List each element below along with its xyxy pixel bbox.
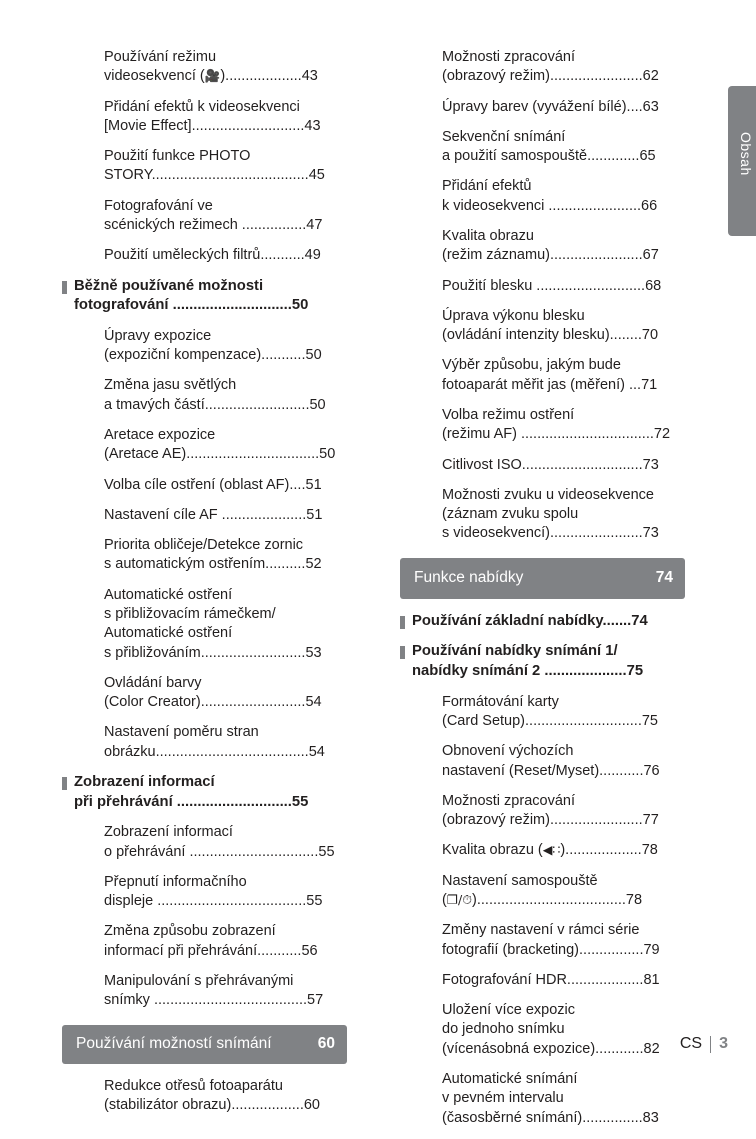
toc-entry-page: 77: [642, 812, 659, 829]
toc-entry-page: 76: [643, 762, 660, 779]
toc-entry-page: 51: [305, 476, 322, 493]
toc-entry[interactable]: [62, 823, 347, 862]
toc-entry-page: 43: [301, 68, 318, 85]
toc-entry-page: 52: [305, 556, 322, 573]
section-title: Používání možností snímání: [76, 1034, 272, 1052]
toc-entry-page: 83: [642, 1109, 659, 1126]
toc-entry-text: Změny nastavení v rámci série fotografií (bracketing)................79: [442, 922, 660, 958]
toc-entry-text: Citlivost ISO..............................73: [442, 456, 659, 473]
toc-entry[interactable]: [400, 1070, 685, 1128]
toc-entry-page: 55: [318, 843, 335, 860]
toc-entry[interactable]: [62, 327, 347, 366]
toc-entry-page: 65: [639, 148, 656, 165]
toc-leader-dots: ..........................: [200, 694, 306, 711]
toc-entry-text: Používání režimu videosekvencí (🎥)...................43: [104, 49, 318, 85]
toc-entry[interactable]: [400, 642, 685, 681]
toc-entry-page: 54: [308, 743, 325, 760]
toc-entry[interactable]: [400, 456, 685, 475]
toc-entry[interactable]: [400, 356, 685, 395]
toc-leader-dots: .......................: [550, 525, 643, 542]
bullet-icon: [62, 281, 67, 294]
toc-entry-page: 54: [305, 694, 322, 711]
toc-entry[interactable]: [62, 98, 347, 137]
toc-entry-text: Přepnutí informačního displeje .....................................55: [104, 873, 323, 910]
drive-selftimer-icon: ❐/⏱: [446, 892, 473, 908]
toc-leader-dots: .....................: [217, 506, 307, 523]
section-header-shooting-options[interactable]: [62, 1025, 347, 1064]
toc-entry-list-right: [400, 48, 685, 544]
toc-entry-page: 78: [625, 892, 643, 909]
toc-entry-text: Změna způsobu zobrazení informací při přehrávání...........56: [104, 923, 318, 959]
footer-divider: [710, 1036, 711, 1053]
toc-leader-dots: ............................: [191, 117, 305, 134]
toc-entry-list-right-after: [400, 612, 685, 1128]
toc-entry[interactable]: [400, 128, 685, 167]
toc-leader-dots: ............: [595, 1040, 644, 1057]
toc-entry[interactable]: [400, 693, 685, 732]
toc-entry-text: Automatické ostření s přibližovacím rámečkem/ Automatické ostření s přibližováním..........................53: [104, 586, 322, 661]
toc-entry-page: 45: [308, 167, 325, 184]
toc-entry-page: 81: [643, 971, 660, 988]
section-header-menu-functions[interactable]: [400, 558, 685, 599]
toc-entry-text: Úpravy barev (vyvážení bílé)....63: [442, 98, 659, 115]
toc-entry[interactable]: [62, 922, 347, 961]
toc-entry-text: Redukce otřesů fotoaparátu (stabilizátor obrazu)..................60: [104, 1077, 320, 1113]
toc-entry-page: 72: [653, 426, 671, 443]
toc-leader-dots: .................................: [186, 446, 320, 463]
toc-entry[interactable]: [400, 921, 685, 960]
toc-leader-dots: ...........: [257, 942, 302, 959]
toc-entry-page: 50: [291, 297, 309, 314]
toc-leader-dots: .................................: [516, 426, 654, 443]
toc-entry[interactable]: [62, 426, 347, 465]
toc-entry-text: Zobrazení informací při přehrávání ............................55: [74, 773, 309, 810]
image-quality-icon: ◀∷: [542, 842, 561, 858]
toc-entry-page: 55: [306, 893, 323, 910]
toc-leader-dots: ....: [289, 476, 306, 493]
toc-leader-dots: .............: [587, 148, 640, 165]
toc-entry[interactable]: [400, 1001, 685, 1059]
toc-leader-dots: ....: [626, 98, 643, 115]
toc-leader-dots: ............................: [172, 793, 292, 810]
toc-entry-page: 62: [642, 68, 659, 85]
toc-entry-text: Volba režimu ostření (režimu AF) .................................72: [442, 406, 671, 443]
toc-entry-page: 75: [641, 713, 658, 730]
toc-entry-text: Uložení více expozic do jednoho snímku (vícenásobná expozice)............82: [442, 1002, 660, 1057]
toc-entry-text: Aretace expozice (Aretace AE).................................50: [104, 427, 336, 463]
toc-entry[interactable]: [400, 98, 685, 117]
toc-leader-dots: ...................: [566, 971, 644, 988]
toc-entry-text: Úpravy expozice (expoziční kompenzace)...........50: [104, 327, 322, 364]
toc-leader-dots: .....................................: [153, 893, 307, 910]
toc-entry[interactable]: [400, 48, 685, 87]
toc-column-right: [400, 48, 685, 1139]
section-title: Funkce nabídky: [414, 568, 524, 586]
toc-leader-dots: ...........: [599, 762, 644, 779]
toc-entry-text: Použití uměleckých filtrů...........49: [104, 247, 321, 264]
toc-leader-dots: ......................................: [155, 743, 309, 760]
toc-leader-dots: .............................: [525, 713, 642, 730]
toc-leader-dots: ...........................: [532, 277, 646, 294]
toc-entry-page: 73: [642, 456, 659, 473]
toc-entry-page: 47: [306, 216, 323, 233]
toc-entry-page: 82: [643, 1040, 660, 1057]
toc-entry-page: 78: [641, 842, 658, 859]
toc-entry-list-left: [62, 48, 347, 1011]
toc-entry-text: Změna jasu světlých a tmavých částí..........................50: [104, 377, 326, 413]
toc-entry[interactable]: [400, 406, 685, 445]
toc-leader-dots: ..................: [231, 1096, 304, 1113]
toc-leader-dots: .......................: [549, 247, 643, 264]
toc-entry[interactable]: [62, 147, 347, 186]
toc-entry[interactable]: [62, 476, 347, 495]
toc-entry-text: Možnosti zvuku u videosekvence (záznam zvuku spolu s videosekvencí).......................73: [442, 486, 659, 542]
toc-leader-dots: ...........: [261, 347, 306, 364]
toc-entry[interactable]: [62, 376, 347, 415]
toc-entry-text: Používání nabídky snímání 1/ nabídky snímání 2 ....................75: [412, 643, 644, 680]
toc-entry-page: 67: [642, 247, 659, 264]
toc-entry-text: Možnosti zpracování (obrazový režim).......................62: [442, 49, 659, 85]
toc-leader-dots: ....................: [540, 663, 627, 680]
toc-entry-text: Manipulování s přehrávanými snímky ......................................57: [104, 972, 324, 1009]
toc-entry-text: Zobrazení informací o přehrávání ................................55: [104, 824, 335, 860]
toc-entry[interactable]: [62, 48, 347, 87]
toc-leader-dots: .....................................: [476, 892, 626, 909]
toc-leader-dots: ........: [609, 327, 642, 344]
toc-entry[interactable]: [400, 486, 685, 544]
toc-entry-text: Nastavení cíle AF .....................51: [104, 506, 323, 523]
toc-entry-page: 50: [309, 396, 326, 413]
toc-entry[interactable]: [400, 277, 685, 296]
toc-entry[interactable]: [62, 197, 347, 236]
toc-leader-dots: ...: [624, 376, 642, 393]
toc-entry-page: 50: [319, 446, 336, 463]
toc-entry-text: Přidání efektů k videosekvenci .......................66: [442, 178, 658, 214]
toc-entry[interactable]: [62, 506, 347, 525]
toc-leader-dots: .......: [602, 612, 632, 629]
toc-entry-page: 43: [304, 117, 321, 134]
toc-entry-page: 50: [305, 347, 322, 364]
toc-entry-page: 66: [641, 197, 658, 214]
toc-leader-dots: ...............: [582, 1109, 643, 1126]
section-page: 60: [317, 1034, 335, 1052]
toc-entry-page: 75: [626, 663, 644, 680]
footer-page-number: 3: [719, 1035, 728, 1052]
toc-entry[interactable]: [62, 723, 347, 762]
toc-entry-page: 73: [642, 525, 659, 542]
toc-entry[interactable]: [62, 972, 347, 1011]
toc-leader-dots: ................: [237, 216, 307, 233]
toc-entry-text: Úprava výkonu blesku (ovládání intenzity blesku)........70: [442, 307, 659, 344]
toc-entry[interactable]: [400, 792, 685, 831]
toc-entry-page: 57: [307, 992, 324, 1009]
toc-entry-text: Formátování karty (Card Setup).............................75: [442, 693, 658, 730]
toc-leader-dots: .............................: [168, 297, 292, 314]
toc-entry-text: Obnovení výchozích nastavení (Reset/Myset)...........76: [442, 743, 660, 779]
toc-entry-page: 74: [631, 612, 648, 629]
toc-entry-page: 53: [305, 644, 322, 661]
toc-entry-page: 49: [304, 247, 321, 264]
toc-entry[interactable]: [400, 177, 685, 216]
bullet-icon: [62, 777, 67, 790]
toc-entry-text: Nastavení samospouště (❐/⏱).....................................78: [442, 872, 643, 909]
toc-entry[interactable]: [62, 674, 347, 713]
toc-entry-text: Kvalita obrazu (◀∷)...................78: [442, 842, 658, 859]
toc-entry-text: Ovládání barvy (Color Creator)..........................54: [104, 674, 322, 711]
toc-entry[interactable]: [400, 742, 685, 781]
section-page: 74: [655, 568, 673, 586]
toc-leader-dots: ......................................: [149, 992, 308, 1009]
toc-leader-dots: ..........................: [200, 644, 306, 661]
toc-entry-text: Výběr způsobu, jakým bude fotoaparát měřit jas (měření) ...71: [442, 357, 658, 393]
toc-leader-dots: ..........................: [204, 396, 310, 413]
toc-entry-page: 71: [641, 376, 658, 393]
page-footer: [680, 1035, 728, 1053]
toc-leader-dots: ..........: [265, 556, 306, 573]
toc-leader-dots: .......................: [549, 812, 643, 829]
toc-entry-text: Fotografování ve scénických režimech ................47: [104, 197, 323, 233]
toc-leader-dots: ...................: [225, 68, 302, 85]
toc-entry-page: 70: [641, 327, 659, 344]
toc-leader-dots: ................: [579, 941, 644, 958]
toc-entry[interactable]: [400, 841, 685, 860]
toc-entry[interactable]: [62, 246, 347, 265]
toc-entry[interactable]: [62, 873, 347, 912]
bullet-icon: [400, 616, 405, 629]
toc-entry[interactable]: [400, 971, 685, 990]
toc-entry[interactable]: [62, 1077, 347, 1116]
toc-leader-dots: .......................................: [151, 167, 309, 184]
toc-entry-page: 68: [645, 277, 662, 294]
toc-entry-page: 63: [642, 98, 659, 115]
toc-entry[interactable]: [400, 612, 685, 632]
footer-language: CS: [679, 1035, 703, 1052]
toc-column-left: [62, 48, 347, 1126]
toc-entry-list-left-after: [62, 1077, 347, 1116]
toc-entry[interactable]: [62, 586, 347, 663]
toc-entry-page: 79: [643, 941, 660, 958]
toc-leader-dots: .......................: [544, 197, 642, 214]
toc-entry[interactable]: [400, 872, 685, 911]
toc-entry-text: Sekvenční snímání a použití samospouště.............65: [442, 128, 656, 165]
toc-entry-page: 56: [301, 942, 318, 959]
toc-entry[interactable]: [62, 536, 347, 575]
toc-leader-dots: ..............................: [521, 456, 643, 473]
toc-entry-text: Priorita obličeje/Detekce zornic s automatickým ostřením..........52: [104, 537, 322, 573]
toc-leader-dots: .......................: [549, 68, 643, 85]
toc-entry-text: Používání základní nabídky.......74: [412, 612, 648, 629]
side-tab-label: Obsah: [738, 132, 754, 176]
toc-entry[interactable]: [62, 773, 347, 812]
toc-leader-dots: ................................: [185, 843, 319, 860]
toc-leader-dots: ...........: [260, 247, 305, 264]
toc-entry-text: Přidání efektů k videosekvenci [Movie Effect]............................43: [104, 98, 321, 134]
toc-entry-page: 55: [291, 793, 309, 810]
toc-entry-text: Nastavení poměru stran obrázku......................................54: [104, 724, 325, 760]
toc-entry-text: Automatické snímání v pevném intervalu (časosběrné snímání)...............83: [442, 1071, 659, 1126]
toc-entry-text: Běžně používané možnosti fotografování .............................50: [74, 277, 309, 314]
toc-entry-page: 60: [303, 1096, 320, 1113]
toc-entry-page: 51: [306, 506, 323, 523]
toc-entry[interactable]: [62, 277, 347, 316]
toc-entry-text: Možnosti zpracování (obrazový režim).......................77: [442, 792, 659, 829]
toc-entry[interactable]: [400, 227, 685, 266]
movie-icon: 🎥: [204, 68, 221, 84]
bullet-icon: [400, 646, 405, 659]
toc-entry-text: Použití funkce PHOTO STORY.......................................45: [104, 148, 325, 184]
toc-entry[interactable]: [400, 307, 685, 346]
toc-entry-text: Použití blesku ...........................68: [442, 277, 662, 294]
toc-entry-text: Volba cíle ostření (oblast AF)....51: [104, 476, 322, 493]
toc-entry-text: Fotografování HDR...................81: [442, 971, 660, 988]
toc-leader-dots: ...................: [565, 842, 642, 859]
toc-entry-text: Kvalita obrazu (režim záznamu).......................67: [442, 227, 659, 264]
